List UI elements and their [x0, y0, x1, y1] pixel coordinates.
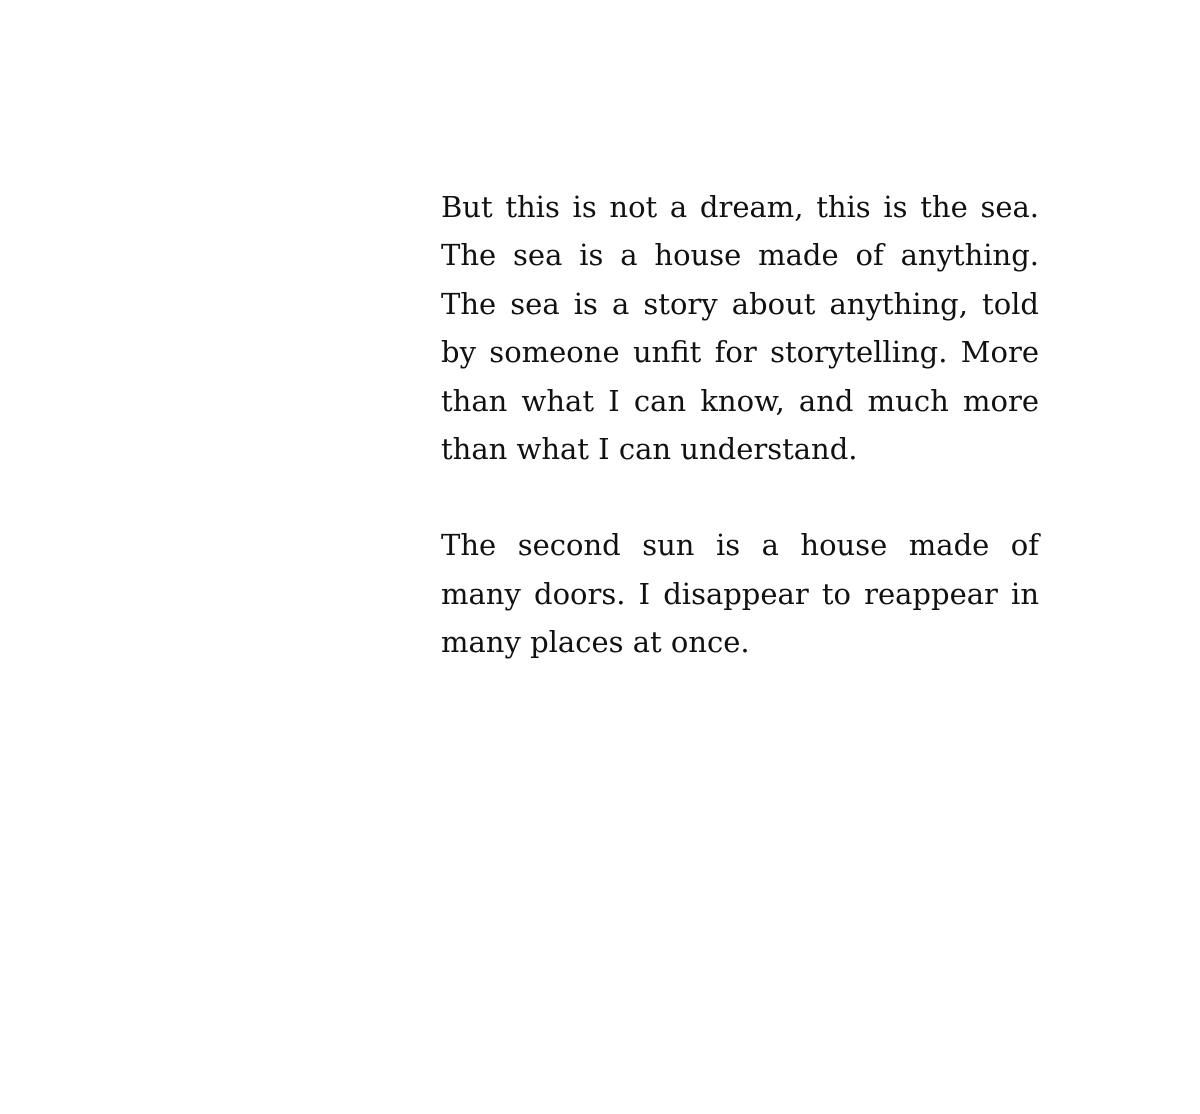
text-block: [441, 183, 1039, 667]
paragraph-2: The second sun is a house made of many doors. I disappear to reappear in many places at once.: [441, 528, 1039, 660]
paragraph-1: But this is not a dream, this is the sea. The sea is a house made of anything. The sea is a story about anything, told by someone unfit for storytelling. More than what I can know, and much more than what I can understand.: [441, 190, 1039, 467]
